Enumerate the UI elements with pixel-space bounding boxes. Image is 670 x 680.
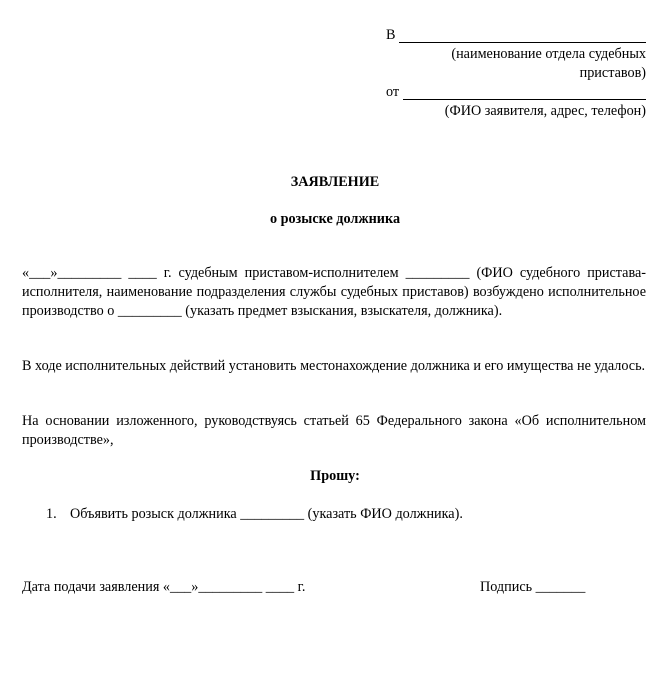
to-note: (наименование отдела судебных приставов) bbox=[451, 46, 646, 81]
to-blank-line bbox=[399, 28, 646, 43]
document-subtitle: о розыске должника bbox=[269, 211, 401, 227]
from-note: (ФИО заявителя, адрес, телефон) bbox=[444, 103, 646, 119]
addressee-block bbox=[386, 26, 646, 121]
to-prefix: В bbox=[386, 27, 396, 43]
from-prefix: от bbox=[386, 84, 400, 100]
paragraph-1: «___»_________ ____ г. судебным приставом-исполнителем _________ (ФИО судебного пристава-исполнителя, наименование подразделения службы судебных приставов) возбуждено исполнительное производство о _________ (указать предмет взыскания, взыскателя, должника). bbox=[22, 265, 646, 319]
to-line bbox=[386, 26, 646, 45]
from-line bbox=[386, 83, 646, 102]
submission-date-line: Дата подачи заявления «___»_________ ____ г. bbox=[22, 579, 306, 595]
request-item bbox=[46, 505, 463, 524]
paragraph-3: На основании изложенного, руководствуясь статьей 65 Федерального закона «Об исполнительном производстве», bbox=[22, 413, 646, 448]
from-blank-line bbox=[403, 85, 646, 100]
request-item-number: 1. bbox=[46, 506, 57, 522]
paragraph-2: В ходе исполнительных действий установить местонахождение должника и его имущества не удалось. bbox=[22, 358, 646, 374]
request-item-text: Объявить розыск должника _________ (указать ФИО должника). bbox=[70, 506, 463, 522]
request-heading: Прошу: bbox=[310, 468, 360, 484]
signature-line: Подпись _______ bbox=[480, 579, 586, 595]
document-title: ЗАЯВЛЕНИЕ bbox=[290, 174, 380, 190]
